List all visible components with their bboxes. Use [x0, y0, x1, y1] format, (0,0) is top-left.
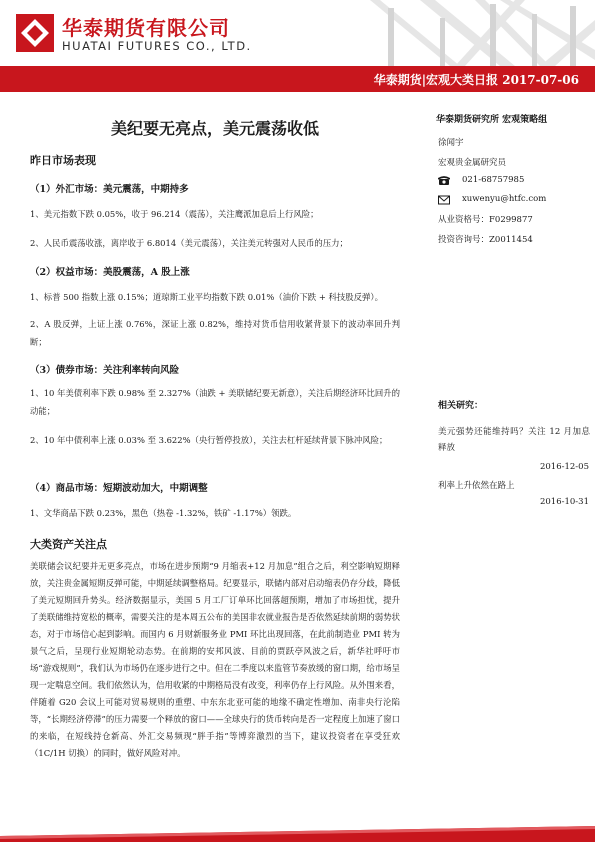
subheading-equity: （2）权益市场：美股震荡，A 股上涨: [30, 267, 190, 278]
section-heading-asset: 大类资产关注点: [30, 538, 107, 551]
equity-item-2: 2、A 股反弹，上证上涨 0.76%，深证上涨 0.82%，维持对货币信用收紧背景下的波动率回升判断；: [30, 319, 400, 347]
analyst-email[interactable]: xuwenyu@htfc.com: [462, 194, 547, 204]
fx-item-1: 1、美元指数下跌 0.05%，收于 96.214（震荡），关注鹰派加息后上行风险；: [30, 209, 319, 219]
related-item-title[interactable]: 美元强势还能维持吗？关注 12 月加息释放: [438, 427, 590, 453]
analyst-name: 徐闻宇: [438, 138, 464, 148]
analyst-phone: 021-68757985: [462, 175, 525, 185]
phone-icon: [438, 176, 450, 186]
huatai-logo-icon: [16, 14, 54, 52]
cert-number: [438, 213, 533, 225]
report-title: 美纪要无亮点，美元震荡收低: [110, 119, 319, 138]
asset-paragraph: 美联储会议纪要并无更多亮点，市场在进步预期“9 月缩表+12 月加息”组合之后，利空影响短期释放，关注贵金属短期反弹可能，中期延续调整格局。纪要显示，联储内部对启动缩表仍存分歧，降低了美元短期回升势头。经济数据显示，美国 5 月工厂订单环比回落超预期，增加了市场担忧，提升了美联储维持宽松的概率，需要关注的是本周五公布的美国非农就业报告是否依然延续前期的弱势状态，对于市场信心起到影响。而国内 6 月财新服务业 PMI 环比出现回落，在此前制造业 PMI 转为景气之后，呈现行业短期轮动态势。在前期的安邦风波、目前的贾跃亭风波之后，新华社呼吁市场“游戏规则”，我们认为市场仍在逐步进行之中。但在二季度以来监管节奏放缓的窗口期，给市场呈现一定喘息空间。我们依然认为，信用收紧的中期格局没有改变，利率仍存上行风险。从外围来看，伴随着 G20 会议上可能对贸易规则的重塑、中东东北亚可能的地缘不确定性增加、南非央行沦陷等，“长期经济停滞”的压力需要一个释放的窗口——全球央行的货币转向是否一定程度上加速了窗口的来临，在短线持仓新高、外汇交易频现“胖手指”等博弈激烈的当下，建议投资者在享受狂欢（1C/1H 切换）的同时，做好风险对冲。: [30, 561, 400, 758]
fx-item-2: 2、人民币震荡收涨，离岸收于 6.8014（美元震荡），关注美元转强对人民币的压力；: [30, 238, 348, 248]
analyst-role: 宏观贵金属研究员: [438, 158, 507, 168]
equity-item-1: 1、标普 500 指数上涨 0.15%；道琼斯工业平均指数下跌 0.01%（油价下跌 + 科技股反弹）。: [30, 292, 383, 302]
email-icon: [438, 195, 450, 205]
invest-label: 投资咨询号：: [438, 235, 490, 245]
research-team: 华泰期货研究所 宏观策略组: [436, 115, 548, 125]
invest-value: Z0011454: [489, 235, 533, 245]
related-item-title[interactable]: 利率上升依然在路上: [438, 481, 515, 491]
bond-item-1: 1、10 年美债利率下跌 0.98% 至 2.327%（油跌 + 美联储纪要无新意），关注后期经济环比回升的动能；: [30, 388, 400, 416]
report-banner: [0, 66, 595, 92]
report-header: [0, 0, 595, 66]
subheading-bond: （3）债券市场：关注利率转向风险: [30, 365, 180, 376]
cert-value: F0299877: [489, 215, 533, 225]
related-item-date: 2016-10-31: [539, 497, 589, 507]
header-decoration: [300, 0, 595, 66]
subheading-fx: （1）外汇市场：美元震荡，中期持多: [30, 184, 189, 195]
commodity-item-1: 1、文华商品下跌 0.23%，黑色（热卷 -1.32%，铁矿 -1.17%）领跌。: [30, 508, 297, 518]
company-name-cn: 华泰期货有限公司: [62, 16, 230, 40]
footer-decoration: [0, 822, 595, 842]
section-heading-market: 昨日市场表现: [30, 154, 96, 167]
bond-item-2: 2、10 年中债利率上涨 0.03% 至 3.622%（央行暂停投放），关注去杠杆延续背景下脉冲风险；: [30, 435, 388, 445]
company-name-en: HUATAI FUTURES CO., LTD.: [62, 39, 252, 53]
related-research-heading: 相关研究：: [438, 401, 484, 411]
cert-label: 从业资格号：: [438, 215, 490, 225]
related-item-date: 2016-12-05: [539, 462, 589, 472]
invest-number: [438, 233, 533, 245]
subheading-commodity: （4）商品市场：短期波动加大，中期调整: [30, 483, 208, 494]
report-type-date: 华泰期货|宏观大类日报 2017-07-06: [373, 73, 579, 87]
